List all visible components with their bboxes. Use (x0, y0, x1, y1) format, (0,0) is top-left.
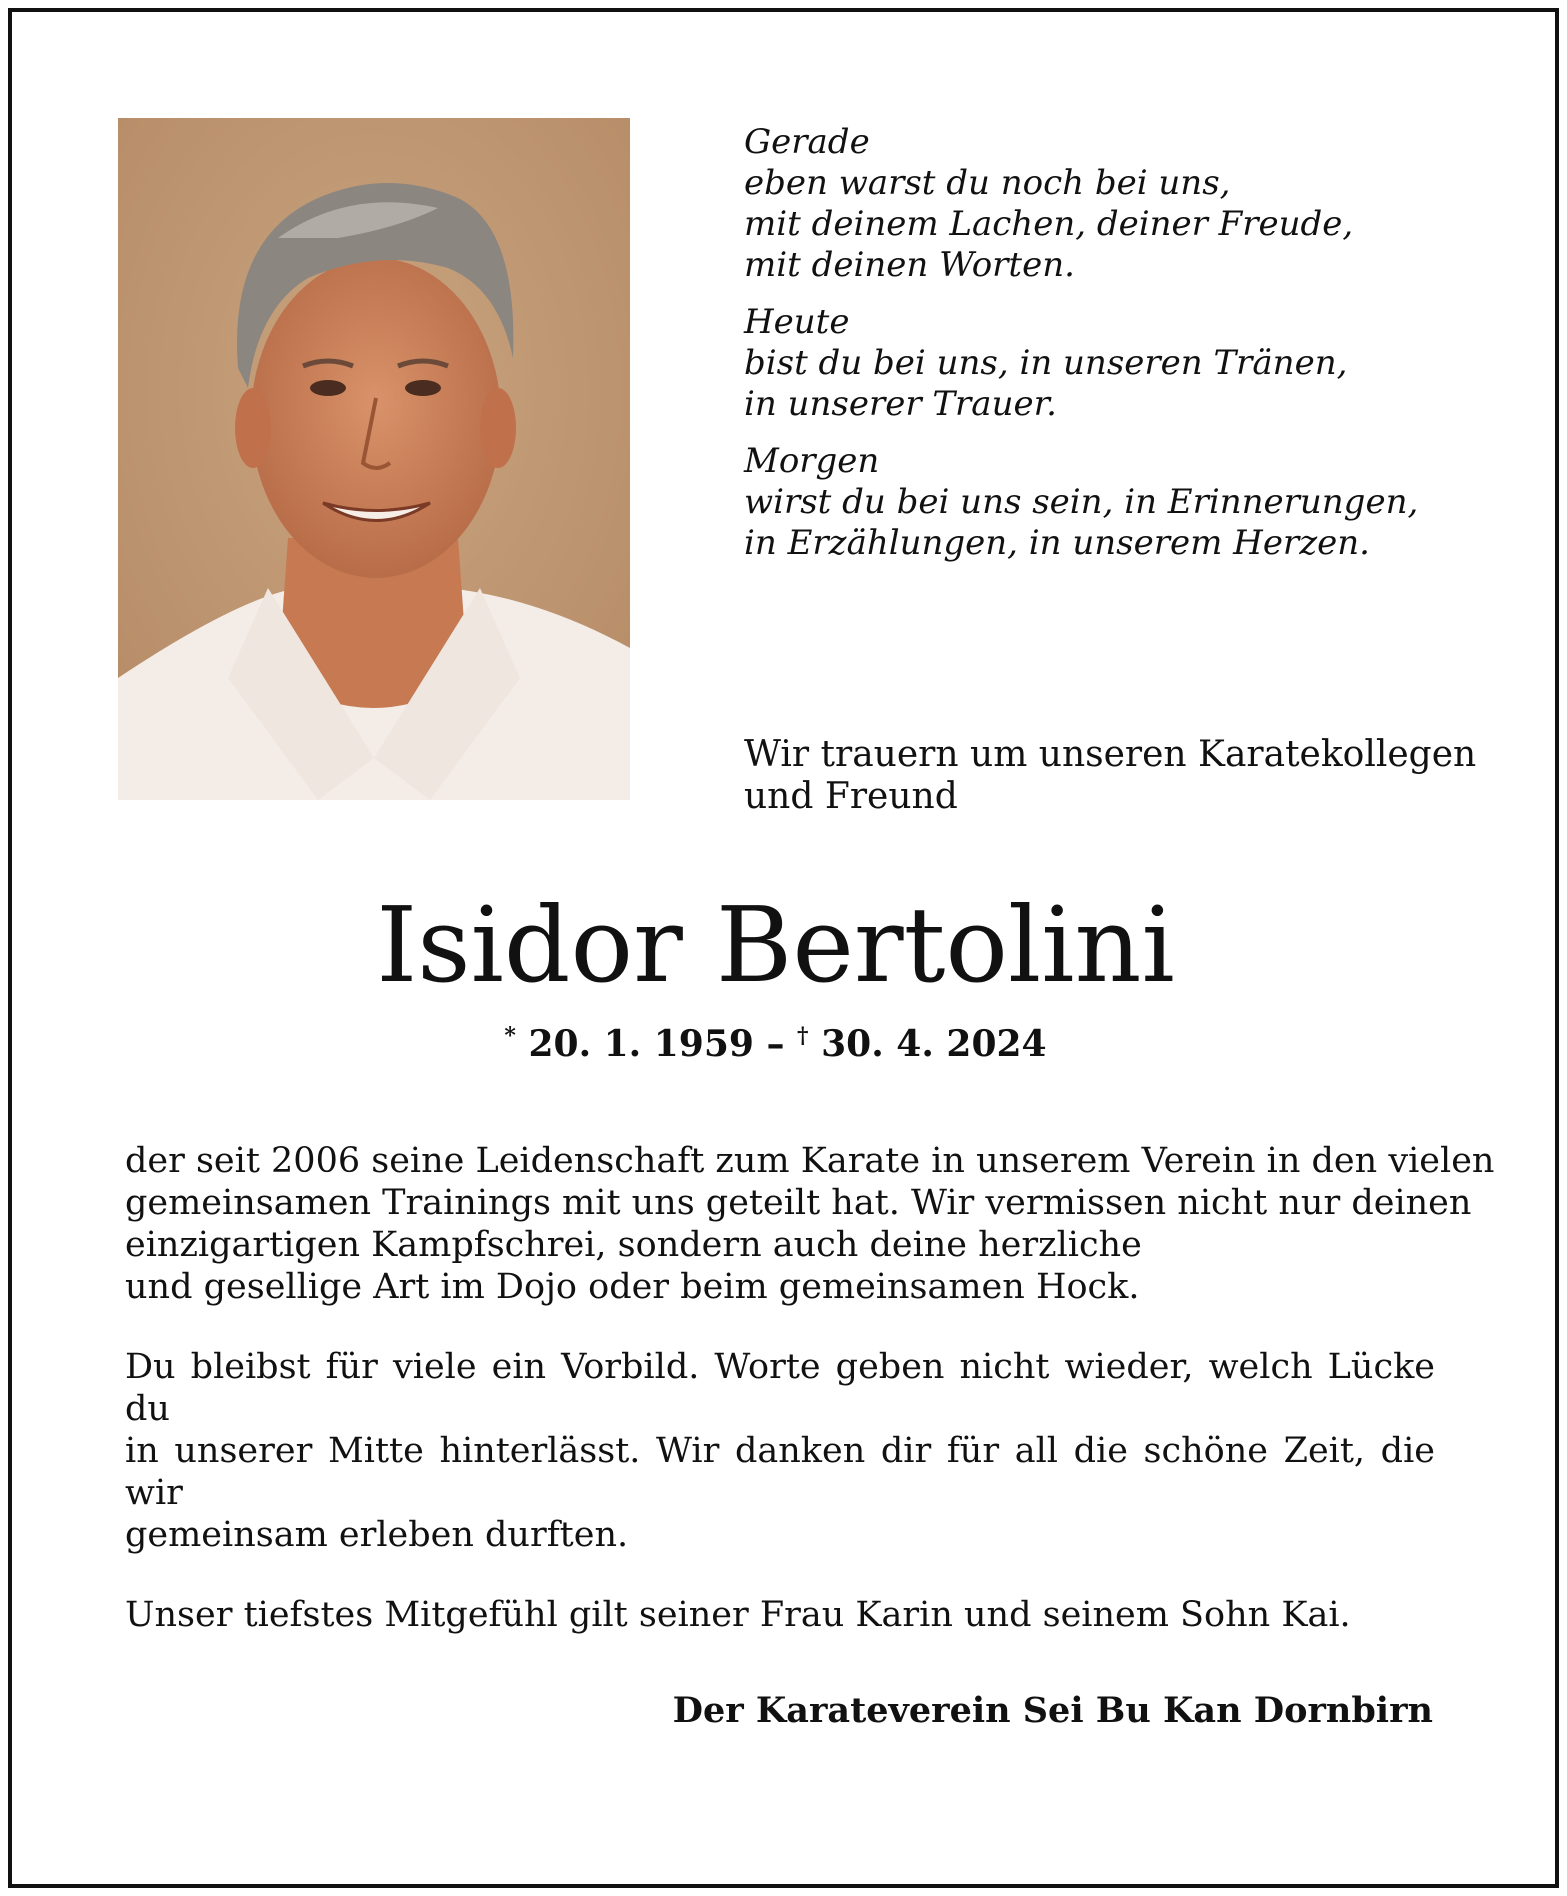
poem-line: mit deinem Lachen, deiner Freude, (744, 204, 1354, 244)
signature: Der Karateverein Sei Bu Kan Dornbirn (672, 1690, 1433, 1731)
poem-stanza (744, 441, 1444, 564)
body-line: Du bleibst für viele ein Vorbild. Worte geben nicht wieder, welch Lücke du (125, 1347, 1435, 1429)
death-date: 30. 4. 2024 (821, 1023, 1047, 1065)
body-paragraph (125, 1140, 1495, 1308)
poem-line: in unserer Trauer. (744, 384, 1057, 424)
poem-line: mit deinen Worten. (744, 245, 1075, 285)
body-line: einzigartigen Kampfschrei, sondern auch deine herzliche (125, 1225, 1142, 1265)
mourning-line (744, 734, 1477, 818)
body-paragraph (125, 1346, 1435, 1556)
body-line: und gesellige Art im Dojo oder beim gemeinsamen Hock. (125, 1267, 1140, 1307)
mourning-line-text: Wir trauern um unseren Karatekollegen (744, 734, 1477, 775)
poem-line: eben warst du noch bei uns, (744, 163, 1231, 203)
body-paragraph (125, 1594, 1435, 1636)
poem-stanza (744, 122, 1444, 286)
poem (744, 122, 1444, 580)
poem-line: Gerade (744, 122, 870, 162)
obituary-body (125, 1140, 1495, 1674)
death-symbol: † (797, 1023, 809, 1049)
body-line: Unser tiefstes Mitgefühl gilt seiner Frau Karin und seinem Sohn Kai. (125, 1595, 1351, 1635)
deceased-name: Isidor Bertolini (376, 884, 1175, 1006)
poem-stanza (744, 302, 1444, 425)
poem-line: in Erzählungen, in unserem Herzen. (744, 523, 1370, 563)
body-line: in unserer Mitte hinterlässt. Wir danken dir für all die schöne Zeit, die wir (125, 1431, 1435, 1513)
poem-line: Morgen (744, 441, 880, 481)
portrait-photo (118, 118, 630, 800)
birth-date: 20. 1. 1959 (528, 1023, 754, 1065)
life-dates (0, 1014, 1551, 1066)
body-line: gemeinsam erleben durften. (125, 1515, 629, 1555)
body-line: der seit 2006 seine Leidenschaft zum Karate in unserem Verein in den vielen (125, 1141, 1495, 1181)
birth-symbol: * (504, 1023, 516, 1049)
poem-line: Heute (744, 302, 850, 342)
mourning-line-text: und Freund (744, 776, 958, 817)
portrait-image (118, 118, 630, 800)
poem-line: wirst du bei uns sein, in Erinnerungen, (744, 482, 1419, 522)
date-separator: – (766, 1023, 785, 1065)
body-line: gemeinsamen Trainings mit uns geteilt hat. Wir vermissen nicht nur deinen (125, 1183, 1472, 1223)
poem-line: bist du bei uns, in unseren Tränen, (744, 343, 1348, 383)
